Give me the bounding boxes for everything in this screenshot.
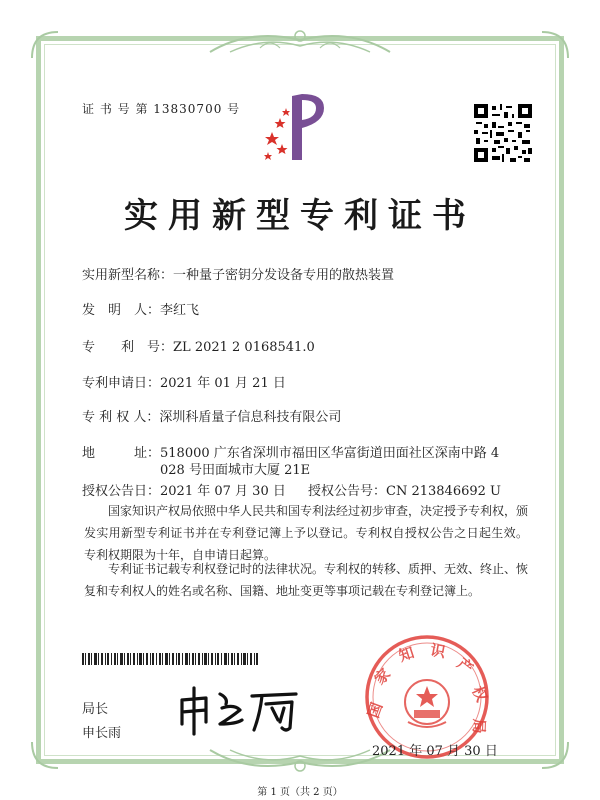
field-value: 深圳科盾量子信息科技有限公司: [159, 410, 342, 425]
certificate-number: 证 书 号 第 13830700 号: [82, 102, 241, 116]
field-grant-announcement-number: [308, 480, 501, 499]
svg-text:局: 局: [469, 718, 489, 734]
paragraph-line: 新型专利证书并在专利登记簿上予以登记。专利权自授权公告之日起生效。专利权期限为十年，: [84, 526, 528, 562]
director-name: 申长雨: [82, 726, 122, 741]
field-label: 专利申请日：: [82, 376, 161, 391]
svg-text:知: 知: [396, 643, 417, 666]
field-label: 专 利 权 人：: [82, 410, 160, 425]
certificate-title: 实用新型专利证书: [124, 196, 476, 236]
field-value: 一种量子密钥分发设备专用的散热装置: [173, 268, 395, 283]
page-indicator: 第 1 页（共 2 页）: [257, 787, 343, 798]
field-label: 授权公告日：: [82, 484, 161, 499]
field-patentee: [82, 406, 341, 425]
field-value: 李红飞: [160, 303, 200, 318]
svg-text:家: 家: [370, 664, 395, 689]
field-filing-date: [82, 372, 286, 391]
field-value: 518000 广东省深圳市福田区华富街道田面社区深南中路 4: [160, 446, 500, 461]
top-ornament-icon: [200, 26, 400, 58]
patent-office-emblem-icon: [262, 88, 334, 168]
corner-ornament-icon: [540, 30, 570, 60]
corner-ornament-icon: [540, 740, 570, 770]
field-label: 授权公告号：: [308, 484, 387, 499]
legal-paragraph-1: [84, 500, 528, 566]
svg-text:识: 识: [428, 640, 447, 662]
svg-text:产: 产: [453, 654, 477, 678]
field-patent-number: [82, 336, 315, 355]
field-address-continued: 028 号田面城市大厦 21E: [160, 463, 311, 478]
field-value: ZL 2021 2 0168541.0: [173, 340, 315, 355]
handwritten-signature-icon: [176, 684, 306, 736]
field-label: 专 利 号：: [82, 340, 174, 355]
paragraph-line: 专利证书记载专利权登记时的法律状况。专利权的转移、质押、无效、终止、恢复和专: [84, 562, 529, 598]
field-label: 地 址：: [82, 446, 161, 461]
paragraph-line: 国家知识产权局依照中华人民共和国专利法经过初步审查，决定授予专利权，颁发实用: [84, 504, 529, 540]
field-inventor: [82, 299, 199, 318]
field-grant-announcement-date: [82, 480, 286, 499]
corner-ornament-icon: [30, 30, 60, 60]
seal-date: 2021 年 07 月 30 日: [372, 744, 498, 759]
director-title: 局长: [82, 702, 109, 717]
field-value: CN 213846692 U: [386, 484, 501, 499]
field-utility-model-name: [82, 264, 394, 283]
paragraph-line: 自申请日起算。: [192, 548, 277, 562]
barcode-icon: [82, 653, 258, 665]
field-label: 发 明 人：: [82, 303, 161, 318]
field-label: 实用新型名称：: [82, 268, 174, 283]
legal-paragraph-2: [84, 558, 528, 602]
svg-text:权: 权: [468, 683, 491, 705]
corner-ornament-icon: [30, 740, 60, 770]
paragraph-line: 利权人的姓名或名称、国籍、地址变更等事项记载在专利登记簿上。: [120, 584, 481, 598]
field-value: 2021 年 07 月 30 日: [160, 484, 286, 499]
field-value: 2021 年 01 月 21 日: [160, 376, 286, 391]
svg-text:国: 国: [364, 700, 387, 721]
qr-code-icon: [474, 104, 532, 162]
